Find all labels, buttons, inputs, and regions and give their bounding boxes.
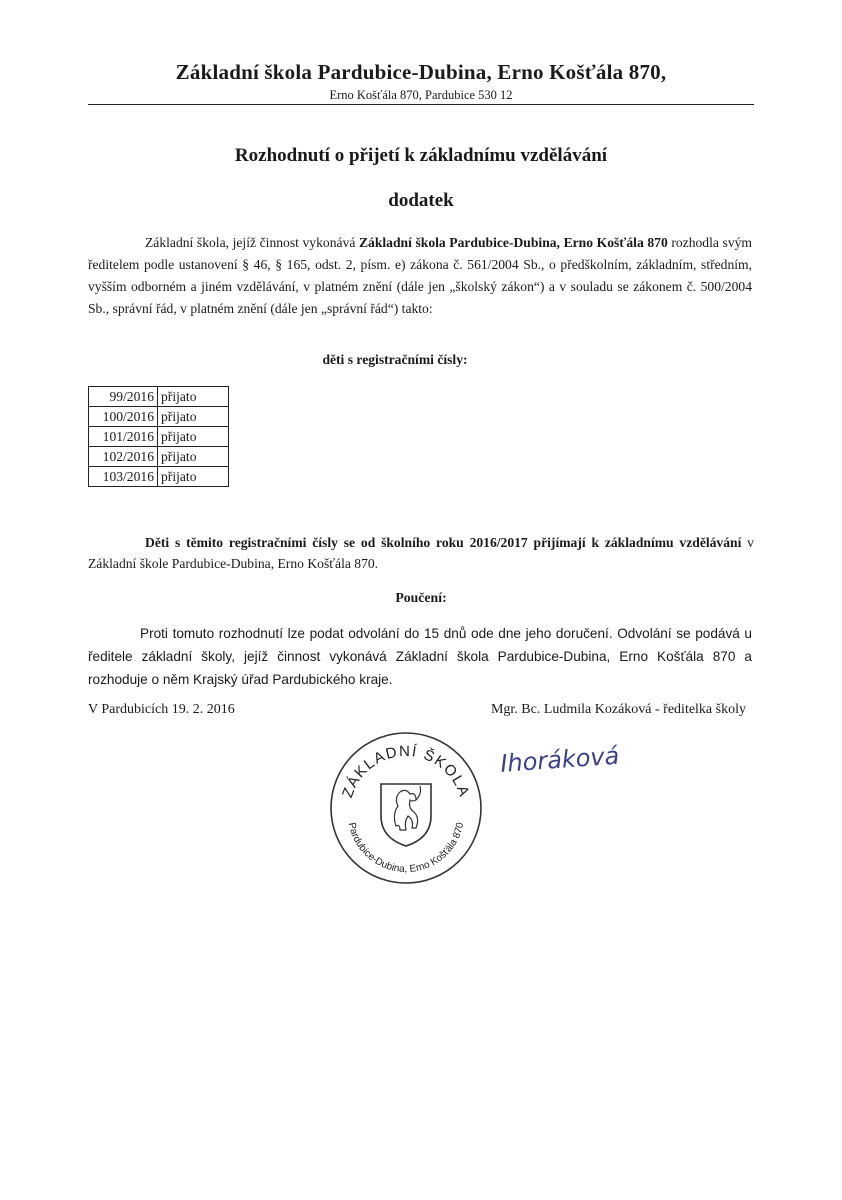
registration-number: 100/2016 [89, 407, 158, 427]
acceptance-paragraph [88, 532, 754, 574]
signature-image [496, 726, 626, 786]
registration-status: přijato [158, 427, 229, 447]
intro-text-1: Základní škola, jejíž činnost vykonává [145, 235, 359, 250]
intro-school-name: Základní škola Pardubice-Dubina, Erno Košťála 870 [358, 235, 668, 250]
stamp-top-text: ZÁKLADNÍ ŠKOLA [339, 742, 473, 800]
acceptance-bold-text: Děti s těmito registračními čísly se od školního roku 2016/2017 přijímají k základnímu vzdělávání [145, 535, 742, 550]
stamp-bottom-text: Pardubice-Dubina, Erno Košťála 870 [345, 821, 467, 876]
document-subtitle: dodatek [388, 190, 454, 211]
registration-status: přijato [158, 387, 229, 407]
table-row [89, 467, 229, 487]
intro-paragraph [88, 232, 752, 320]
table-row [89, 387, 229, 407]
intro-text-2: rozhodla svým ředitelem podle ustanovení § 46, § 165, odst. 2, písm. e) zákona č. 561/2004 Sb., o předškolním, základním, středním, vyšším odborném a jiném vzdělávání, v platném znění (dále jen „školský zákon“) a v souladu se zákonem č. 500/2004 Sb., správní řád, v platném znění (dále jen „správní řád“) takto: [88, 235, 752, 316]
school-stamp [326, 728, 486, 888]
table-row [89, 407, 229, 427]
coat-of-arms-icon [381, 784, 431, 846]
school-address: Erno Košťála 870, Pardubice 530 12 [329, 88, 513, 102]
registration-number: 103/2016 [89, 467, 158, 487]
signatory-name: Mgr. Bc. Ludmila Kozáková - ředitelka školy [490, 702, 746, 717]
registration-number: 101/2016 [89, 427, 158, 447]
acceptance-text: v Základní škole Pardubice-Dubina, Erno Košťála 870. [88, 535, 754, 571]
table-row [89, 447, 229, 467]
registration-status: přijato [158, 467, 229, 487]
registration-table [88, 386, 229, 487]
place-date: V Pardubicích 19. 2. 2016 [88, 702, 235, 717]
table-row [89, 427, 229, 447]
school-name-header: Základní škola Pardubice-Dubina, Erno Košťála 870, [175, 60, 667, 84]
header-divider [88, 104, 754, 105]
children-heading: děti s registračními čísly: [322, 352, 468, 367]
document-title: Rozhodnutí o přijetí k základnímu vzdělávání [234, 145, 608, 166]
registration-number: 99/2016 [89, 387, 158, 407]
svg-text:Ihoráková: Ihoráková [499, 741, 621, 778]
notice-paragraph: Proti tomuto rozhodnutí lze podat odvolání do 15 dnů ode dne jeho doručení. Odvolání se podává u ředitele základní školy, jejíž činnost vykonává Základní škola Pardubice-Dubina, Erno Košťála 870 a rozhoduje o něm Krajský úřad Pardubického kraje. [88, 626, 752, 687]
registration-number: 102/2016 [89, 447, 158, 467]
registration-status: přijato [158, 447, 229, 467]
notice-heading: Poučení: [395, 590, 447, 605]
registration-status: přijato [158, 407, 229, 427]
